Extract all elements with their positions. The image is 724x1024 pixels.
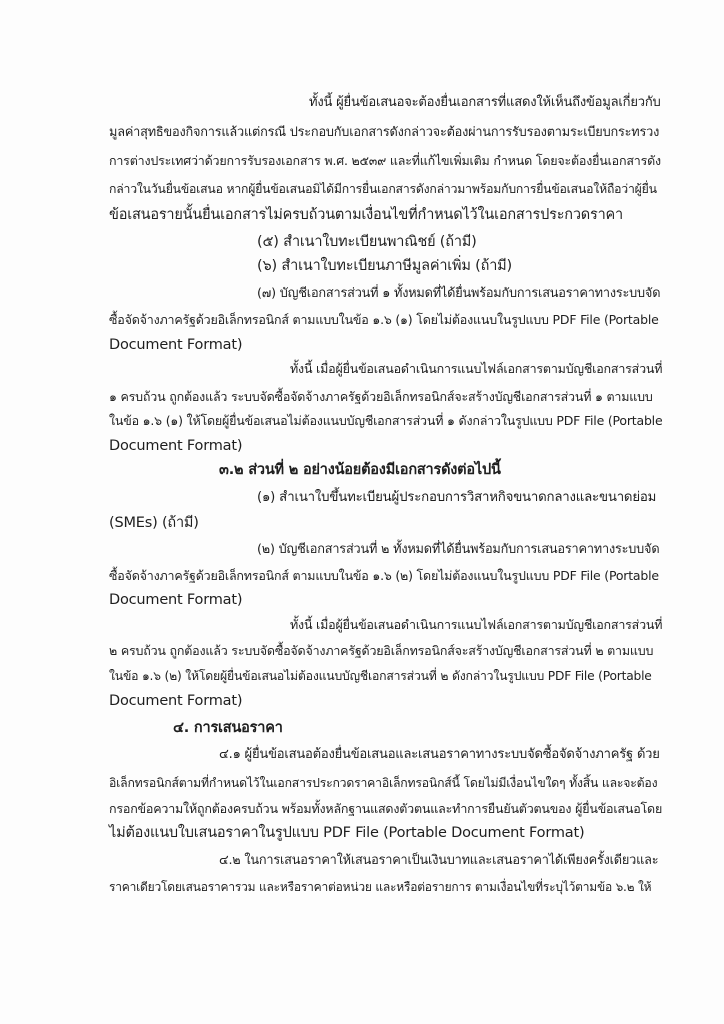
paragraph-line: ซื้อจัดจ้างภาครัฐด้วยอิเล็กทรอนิกส์ ตามแบบในข้อ ๑.๖ (๑) โดยไม่ต้องแนบในรูปแบบ PDF File (Portable bbox=[109, 312, 659, 327]
list-item: (๖) สำเนาใบทะเบียนภาษีมูลค่าเพิ่ม (ถ้ามี) bbox=[257, 258, 512, 274]
paragraph-line: Document Format) bbox=[109, 438, 243, 454]
list-item: (๕) สำเนาใบทะเบียนพาณิชย์ (ถ้ามี) bbox=[257, 234, 477, 250]
paragraph-line: ๒ ครบถ้วน ถูกต้องแล้ว ระบบจัดซื้อจัดจ้างภาครัฐด้วยอิเล็กทรอนิกส์จะสร้างบัญชีเอกสารส่วนที่ ๒ ตามแบบ bbox=[109, 643, 654, 658]
paragraph-line: ซื้อจัดจ้างภาครัฐด้วยอิเล็กทรอนิกส์ ตามแบบในข้อ ๑.๖ (๒) โดยไม่ต้องแนบในรูปแบบ PDF File (Portable bbox=[109, 568, 659, 583]
paragraph-line: Document Format) bbox=[109, 337, 243, 353]
paragraph-line: ทั้งนี้ เมื่อผู้ยื่นข้อเสนอดำเนินการแนบไฟล์เอกสารตามบัญชีเอกสารส่วนที่ bbox=[290, 361, 663, 376]
paragraph-line: การต่างประเทศว่าด้วยการรับรองเอกสาร พ.ศ. ๒๕๓๙ และที่แก้ไขเพิ่มเติม กำหนด โดยจะต้องยื่นเอกสารดัง bbox=[109, 153, 661, 168]
paragraph-line: ในข้อ ๑.๖ (๑) ให้โดยผู้ยื่นข้อเสนอไม่ต้องแนบบัญชีเอกสารส่วนที่ ๑ ดังกล่าวในรูปแบบ PDF File (Portable bbox=[109, 413, 663, 428]
paragraph-line: ๔.๑ ผู้ยื่นข้อเสนอต้องยื่นข้อเสนอและเสนอราคาทางระบบจัดซื้อจัดจ้างภาครัฐ ด้วย bbox=[219, 747, 660, 762]
paragraph-line: ๔.๒ ในการเสนอราคาให้เสนอราคาเป็นเงินบาทและเสนอราคาได้เพียงครั้งเดียวและ bbox=[219, 853, 659, 868]
section-heading: ๓.๒ ส่วนที่ ๒ อย่างน้อยต้องมีเอกสารดังต่อไปนี้ bbox=[219, 462, 501, 478]
paragraph-line: กรอกข้อความให้ถูกต้องครบถ้วน พร้อมทั้งหลักฐานแสดงตัวตนและทำการยืนยันตัวตนของ ผู้ยื่นข้อเสนอโดย bbox=[109, 801, 663, 816]
list-item: (๗) บัญชีเอกสารส่วนที่ ๑ ทั้งหมดที่ได้ยื่นพร้อมกับการเสนอราคาทางระบบจัด bbox=[257, 286, 661, 301]
paragraph-line: กล่าวในวันยื่นข้อเสนอ หากผู้ยื่นข้อเสนอมิได้มีการยื่นเอกสารดังกล่าวมาพร้อมกับการยื่นข้อเสนอให้ถือว่าผู้ยื่น bbox=[109, 182, 657, 196]
paragraph-line: (SMEs) (ถ้ามี) bbox=[109, 515, 199, 531]
paragraph-line: Document Format) bbox=[109, 693, 243, 709]
paragraph-line: อิเล็กทรอนิกส์ตามที่กำหนดไว้ในเอกสารประกวดราคาอิเล็กทรอนิกส์นี้ โดยไม่มีเงื่อนไขใดๆ ทั้งสิ้น และจะต้อง bbox=[109, 776, 658, 790]
paragraph-line: ทั้งนี้ ผู้ยื่นข้อเสนอจะต้องยื่นเอกสารที่แสดงให้เห็นถึงข้อมูลเกี่ยวกับ bbox=[309, 95, 661, 110]
list-item: (๑) สำเนาใบขึ้นทะเบียนผู้ประกอบการวิสาหกิจขนาดกลางและขนาดย่อม bbox=[257, 490, 657, 505]
paragraph-line: Document Format) bbox=[109, 592, 243, 608]
paragraph-line: ข้อเสนอรายนั้นยื่นเอกสารไม่ครบถ้วนตามเงื่อนไขที่กำหนดไว้ในเอกสารประกวดราคา bbox=[109, 207, 623, 223]
paragraph-line: ไม่ต้องแนบใบเสนอราคาในรูปแบบ PDF File (Portable Document Format) bbox=[109, 825, 585, 841]
paragraph-line: ๑ ครบถ้วน ถูกต้องแล้ว ระบบจัดซื้อจัดจ้างภาครัฐด้วยอิเล็กทรอนิกส์จะสร้างบัญชีเอกสารส่วนที่ ๑ ตามแบบ bbox=[109, 389, 653, 404]
section-heading: ๔. การเสนอราคา bbox=[173, 720, 283, 736]
paragraph-line: มูลค่าสุทธิของกิจการแล้วแต่กรณี ประกอบกับเอกสารดังกล่าวจะต้องผ่านการรับรองตามระเบียบกระทรวง bbox=[109, 125, 660, 140]
paragraph-line: ทั้งนี้ เมื่อผู้ยื่นข้อเสนอดำเนินการแนบไฟล์เอกสารตามบัญชีเอกสารส่วนที่ bbox=[290, 617, 663, 632]
paragraph-line: ในข้อ ๑.๖ (๒) ให้โดยผู้ยื่นข้อเสนอไม่ต้องแนบบัญชีเอกสารส่วนที่ ๒ ดังกล่าวในรูปแบบ PDF File (Portable bbox=[109, 669, 652, 683]
paragraph-line: ราคาเดียวโดยเสนอราคารวม และหรือราคาต่อหน่วย และหรือต่อรายการ ตามเงื่อนไขที่ระบุไว้ตามข้อ ๖.๒ ให้ bbox=[109, 880, 652, 894]
list-item: (๒) บัญชีเอกสารส่วนที่ ๒ ทั้งหมดที่ได้ยื่นพร้อมกับการเสนอราคาทางระบบจัด bbox=[257, 542, 660, 557]
